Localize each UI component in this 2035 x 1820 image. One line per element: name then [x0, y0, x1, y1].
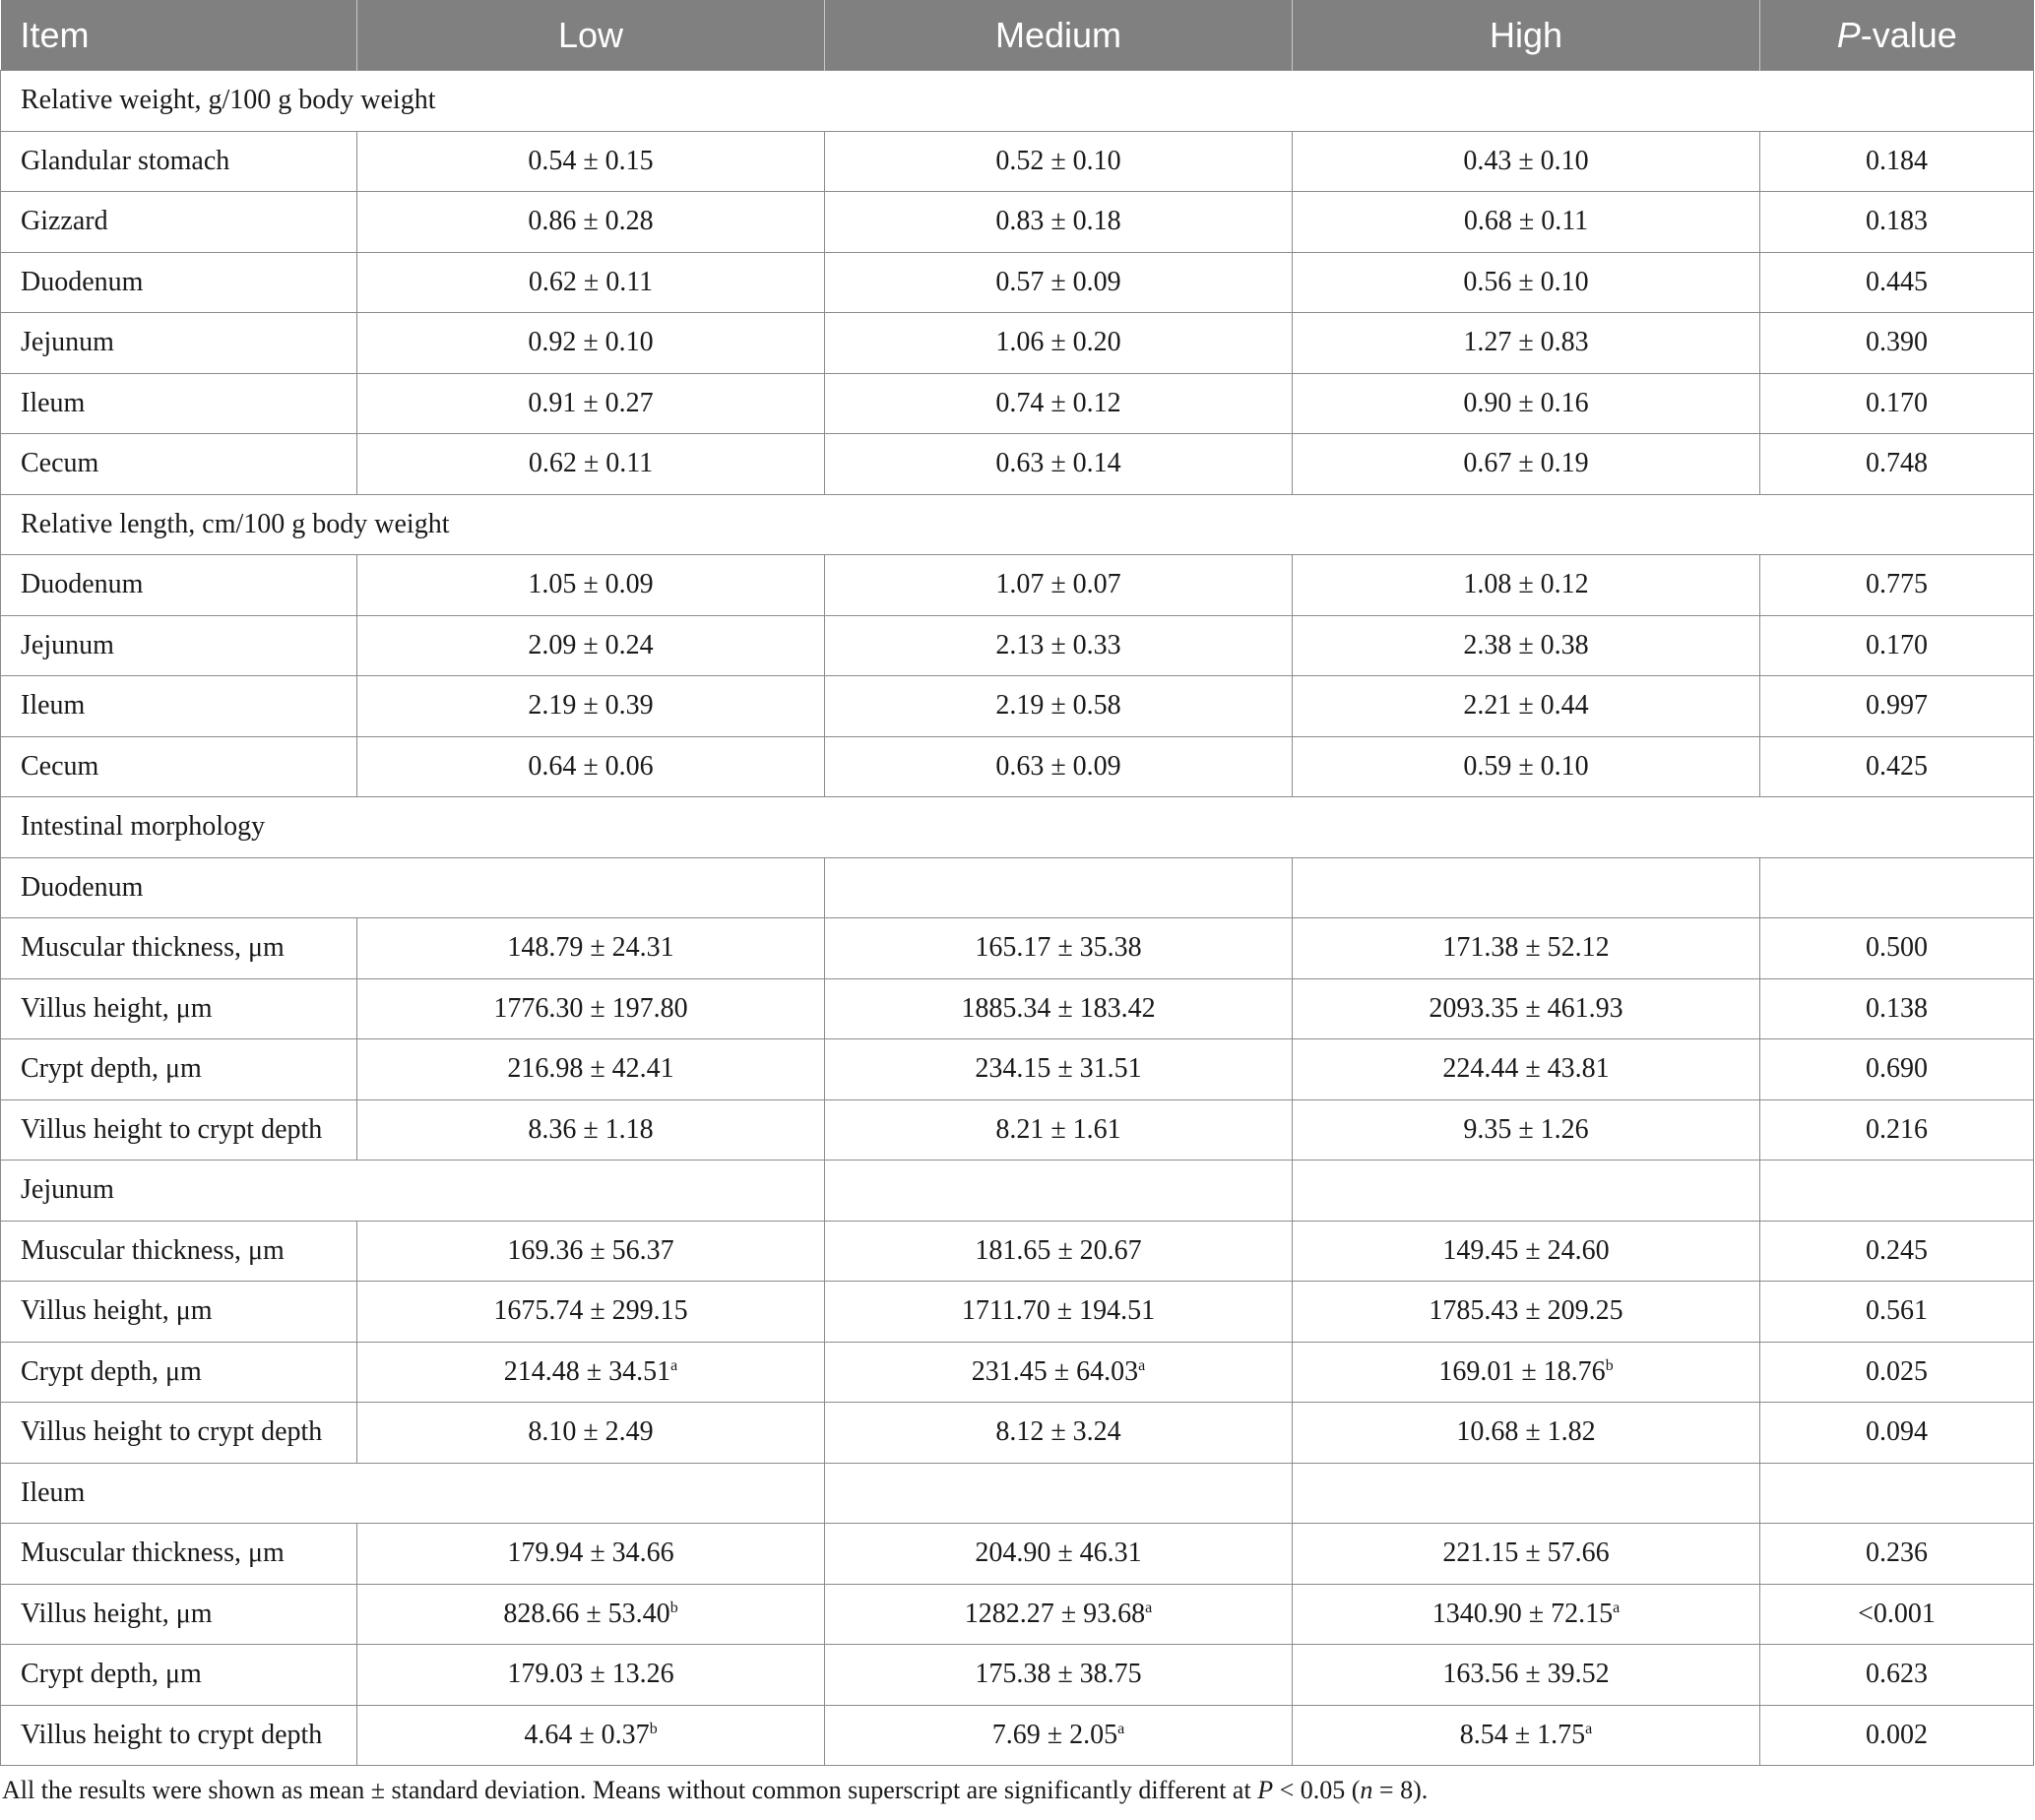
- cell-high: [1293, 373, 1760, 434]
- table-row: [1, 1524, 2034, 1585]
- row-label: Muscular thickness, μm: [1, 1524, 357, 1585]
- cell-p-value: 0.002: [1760, 1705, 2034, 1766]
- cell-medium: [825, 1342, 1293, 1403]
- cell-high: [1293, 313, 1760, 374]
- cell-value: 1885.34 ± 183.42: [961, 992, 1156, 1024]
- cell-medium: [825, 1099, 1293, 1161]
- cell-high: [1293, 1039, 1760, 1100]
- table-row: [1, 313, 2034, 374]
- row-label: Glandular stomach: [1, 131, 357, 192]
- cell-medium: [825, 978, 1293, 1039]
- table-row: [1, 131, 2034, 192]
- cell-value: 0.59 ± 0.10: [1463, 750, 1589, 782]
- cell-value: 0.92 ± 0.10: [528, 327, 654, 358]
- cell-value: 0.62 ± 0.11: [528, 266, 654, 297]
- empty-cell: [1760, 857, 2034, 918]
- superscript-letter: b: [1605, 1356, 1614, 1374]
- cell-low: [357, 1039, 825, 1100]
- cell-value: 0.54 ± 0.15: [528, 145, 654, 176]
- row-label: Muscular thickness, μm: [1, 1221, 357, 1282]
- row-label: Cecum: [1, 434, 357, 495]
- cell-value: 175.38 ± 38.75: [975, 1659, 1142, 1690]
- cell-low: [357, 1524, 825, 1585]
- cell-value: 1.27 ± 0.83: [1463, 327, 1589, 358]
- cell-value: 179.03 ± 13.26: [507, 1659, 674, 1690]
- footnote-p-italic: P: [1257, 1776, 1274, 1804]
- superscript-letter: a: [1138, 1356, 1146, 1374]
- row-label: Cecum: [1, 736, 357, 797]
- cell-medium: [825, 555, 1293, 616]
- cell-high: [1293, 1342, 1760, 1403]
- superscript-letter: a: [670, 1356, 678, 1374]
- cell-low: [357, 373, 825, 434]
- cell-medium: [825, 1282, 1293, 1343]
- cell-p-value: 0.236: [1760, 1524, 2034, 1585]
- cell-high: [1293, 555, 1760, 616]
- cell-value: 1.07 ± 0.07: [995, 569, 1121, 600]
- superscript-letter: b: [649, 1720, 658, 1737]
- cell-low: [357, 1221, 825, 1282]
- cell-value: 0.91 ± 0.27: [528, 387, 654, 418]
- row-label: Gizzard: [1, 192, 357, 253]
- superscript-letter: b: [669, 1599, 678, 1616]
- section-header-row: [1, 71, 2034, 132]
- cell-value: 2.09 ± 0.24: [528, 629, 654, 660]
- cell-value: 231.45 ± 64.03: [971, 1355, 1139, 1387]
- cell-value: 8.21 ± 1.61: [995, 1113, 1121, 1145]
- table-row: [1, 676, 2034, 737]
- cell-p-value: 0.690: [1760, 1039, 2034, 1100]
- row-label: Villus height to crypt depth: [1, 1403, 357, 1464]
- row-label: Crypt depth, μm: [1, 1645, 357, 1706]
- subgroup-title: Duodenum: [1, 857, 825, 918]
- cell-medium: [825, 1524, 1293, 1585]
- cell-value: 1776.30 ± 197.80: [493, 992, 688, 1024]
- table-row: [1, 1645, 2034, 1706]
- row-label: Crypt depth, μm: [1, 1039, 357, 1100]
- cell-value: 8.36 ± 1.18: [528, 1113, 654, 1145]
- cell-value: 148.79 ± 24.31: [507, 932, 674, 964]
- cell-low: [357, 676, 825, 737]
- cell-value: 1340.90 ± 72.15: [1431, 1598, 1614, 1629]
- table-row: [1, 252, 2034, 313]
- cell-medium: [825, 313, 1293, 374]
- cell-low: [357, 313, 825, 374]
- cell-value: 1.05 ± 0.09: [528, 569, 654, 600]
- cell-low: [357, 1282, 825, 1343]
- table-row: [1, 434, 2034, 495]
- table-row: [1, 555, 2034, 616]
- subgroup-title: Jejunum: [1, 1161, 825, 1222]
- cell-p-value: 0.390: [1760, 313, 2034, 374]
- cell-high: [1293, 978, 1760, 1039]
- superscript-letter: a: [1585, 1720, 1593, 1737]
- cell-value: 0.63 ± 0.14: [995, 448, 1121, 479]
- cell-value: 0.67 ± 0.19: [1463, 448, 1589, 479]
- cell-p-value: 0.138: [1760, 978, 2034, 1039]
- cell-value: 0.57 ± 0.09: [995, 266, 1121, 297]
- cell-value: 0.68 ± 0.11: [1463, 206, 1589, 237]
- cell-value: 0.64 ± 0.06: [528, 750, 654, 782]
- cell-p-value: 0.184: [1760, 131, 2034, 192]
- subgroup-header-row: [1, 1463, 2034, 1524]
- cell-value: 2093.35 ± 461.93: [1429, 992, 1623, 1024]
- subgroup-title: Ileum: [1, 1463, 825, 1524]
- cell-p-value: 0.425: [1760, 736, 2034, 797]
- cell-value: 0.90 ± 0.16: [1463, 387, 1589, 418]
- header-p-rest: -value: [1860, 14, 1957, 55]
- section-header-row: [1, 797, 2034, 858]
- cell-p-value: 0.170: [1760, 615, 2034, 676]
- cell-high: [1293, 192, 1760, 253]
- cell-value: 2.19 ± 0.58: [995, 690, 1121, 722]
- empty-cell: [1760, 1463, 2034, 1524]
- cell-value: 221.15 ± 57.66: [1442, 1538, 1610, 1569]
- cell-value: 1711.70 ± 194.51: [961, 1295, 1156, 1327]
- cell-p-value: 0.445: [1760, 252, 2034, 313]
- cell-high: [1293, 252, 1760, 313]
- cell-p-value: 0.775: [1760, 555, 2034, 616]
- header-low: Low: [357, 0, 825, 71]
- cell-high: [1293, 1645, 1760, 1706]
- cell-low: [357, 978, 825, 1039]
- cell-medium: [825, 1645, 1293, 1706]
- section-title: Relative weight, g/100 g body weight: [1, 71, 2034, 132]
- cell-high: [1293, 615, 1760, 676]
- cell-low: [357, 1645, 825, 1706]
- cell-high: [1293, 676, 1760, 737]
- cell-p-value: 0.623: [1760, 1645, 2034, 1706]
- row-label: Ileum: [1, 373, 357, 434]
- cell-value: 0.83 ± 0.18: [995, 206, 1121, 237]
- cell-p-value: 0.748: [1760, 434, 2034, 495]
- cell-high: [1293, 1403, 1760, 1464]
- empty-cell: [1293, 1161, 1760, 1222]
- superscript-letter: a: [1117, 1720, 1125, 1737]
- superscript-letter: a: [1145, 1599, 1153, 1616]
- header-p-italic: P: [1836, 14, 1861, 55]
- footnote-part3: = 8).: [1372, 1776, 1429, 1804]
- table-row: [1, 1403, 2034, 1464]
- cell-value: 163.56 ± 39.52: [1442, 1659, 1610, 1690]
- cell-p-value: <0.001: [1760, 1584, 2034, 1645]
- cell-p-value: 0.170: [1760, 373, 2034, 434]
- empty-cell: [1293, 1463, 1760, 1524]
- cell-medium: [825, 1403, 1293, 1464]
- table-row: [1, 1221, 2034, 1282]
- row-label: Villus height to crypt depth: [1, 1099, 357, 1161]
- section-title: Intestinal morphology: [1, 797, 2034, 858]
- cell-low: [357, 1342, 825, 1403]
- row-label: Crypt depth, μm: [1, 1342, 357, 1403]
- header-row: [1, 0, 2034, 71]
- empty-cell: [825, 1463, 1293, 1524]
- header-p-value: [1760, 0, 2034, 71]
- cell-value: 204.90 ± 46.31: [975, 1538, 1142, 1569]
- header-item: Item: [1, 0, 357, 71]
- cell-value: 828.66 ± 53.40: [503, 1598, 670, 1629]
- subgroup-header-row: [1, 857, 2034, 918]
- cell-value: 0.52 ± 0.10: [995, 145, 1121, 176]
- footnote-n-italic: n: [1360, 1776, 1373, 1804]
- cell-medium: [825, 1584, 1293, 1645]
- cell-value: 1.08 ± 0.12: [1463, 569, 1589, 600]
- row-label: Villus height, μm: [1, 1584, 357, 1645]
- cell-value: 169.36 ± 56.37: [507, 1234, 674, 1266]
- cell-p-value: 0.094: [1760, 1403, 2034, 1464]
- cell-p-value: 0.997: [1760, 676, 2034, 737]
- cell-high: [1293, 1524, 1760, 1585]
- cell-value: 8.12 ± 3.24: [995, 1416, 1121, 1448]
- cell-p-value: 0.500: [1760, 918, 2034, 979]
- cell-p-value: 0.245: [1760, 1221, 2034, 1282]
- table-body: [1, 71, 2034, 1766]
- section-title: Relative length, cm/100 g body weight: [1, 494, 2034, 555]
- cell-medium: [825, 373, 1293, 434]
- cell-value: 7.69 ± 2.05: [991, 1719, 1118, 1750]
- footnote: [2, 1776, 2035, 1805]
- table-row: [1, 1705, 2034, 1766]
- cell-high: [1293, 131, 1760, 192]
- table-row: [1, 1039, 2034, 1100]
- cell-low: [357, 131, 825, 192]
- cell-low: [357, 252, 825, 313]
- cell-high: [1293, 736, 1760, 797]
- cell-value: 8.10 ± 2.49: [528, 1416, 654, 1448]
- cell-high: [1293, 1705, 1760, 1766]
- cell-value: 216.98 ± 42.41: [507, 1053, 674, 1085]
- cell-low: [357, 736, 825, 797]
- cell-value: 2.13 ± 0.33: [995, 629, 1121, 660]
- cell-value: 214.48 ± 34.51: [503, 1355, 671, 1387]
- cell-value: 169.01 ± 18.76: [1438, 1355, 1606, 1387]
- cell-value: 1282.27 ± 93.68: [964, 1598, 1146, 1629]
- cell-medium: [825, 918, 1293, 979]
- row-label: Ileum: [1, 676, 357, 737]
- cell-value: 1675.74 ± 299.15: [493, 1295, 688, 1327]
- cell-medium: [825, 1705, 1293, 1766]
- table-row: [1, 736, 2034, 797]
- cell-p-value: 0.183: [1760, 192, 2034, 253]
- table-row: [1, 1282, 2034, 1343]
- cell-value: 2.38 ± 0.38: [1463, 629, 1589, 660]
- cell-low: [357, 555, 825, 616]
- cell-value: 4.64 ± 0.37: [524, 1719, 650, 1750]
- header-high: High: [1293, 0, 1760, 71]
- subgroup-header-row: [1, 1161, 2034, 1222]
- row-label: Jejunum: [1, 313, 357, 374]
- cell-high: [1293, 1584, 1760, 1645]
- superscript-letter: a: [1613, 1599, 1621, 1616]
- cell-medium: [825, 1221, 1293, 1282]
- cell-value: 149.45 ± 24.60: [1442, 1234, 1610, 1266]
- cell-medium: [825, 131, 1293, 192]
- row-label: Villus height to crypt depth: [1, 1705, 357, 1766]
- empty-cell: [1760, 1161, 2034, 1222]
- cell-value: 171.38 ± 52.12: [1442, 932, 1610, 964]
- cell-value: 179.94 ± 34.66: [507, 1538, 674, 1569]
- cell-value: 0.56 ± 0.10: [1463, 266, 1589, 297]
- cell-low: [357, 192, 825, 253]
- cell-medium: [825, 676, 1293, 737]
- section-header-row: [1, 494, 2034, 555]
- row-label: Duodenum: [1, 555, 357, 616]
- cell-p-value: 0.561: [1760, 1282, 2034, 1343]
- empty-cell: [825, 857, 1293, 918]
- cell-low: [357, 918, 825, 979]
- empty-cell: [825, 1161, 1293, 1222]
- cell-value: 0.62 ± 0.11: [528, 448, 654, 479]
- cell-medium: [825, 615, 1293, 676]
- cell-high: [1293, 1282, 1760, 1343]
- row-label: Villus height, μm: [1, 978, 357, 1039]
- row-label: Jejunum: [1, 615, 357, 676]
- cell-high: [1293, 1099, 1760, 1161]
- cell-high: [1293, 434, 1760, 495]
- cell-value: 0.63 ± 0.09: [995, 750, 1121, 782]
- cell-low: [357, 434, 825, 495]
- cell-medium: [825, 192, 1293, 253]
- cell-value: 165.17 ± 35.38: [975, 932, 1142, 964]
- cell-low: [357, 1403, 825, 1464]
- cell-value: 2.21 ± 0.44: [1463, 690, 1589, 722]
- cell-value: 9.35 ± 1.26: [1463, 1113, 1589, 1145]
- row-label: Muscular thickness, μm: [1, 918, 357, 979]
- cell-value: 1785.43 ± 209.25: [1429, 1295, 1623, 1327]
- cell-low: [357, 615, 825, 676]
- cell-value: 0.74 ± 0.12: [995, 387, 1121, 418]
- row-label: Duodenum: [1, 252, 357, 313]
- table-row: [1, 373, 2034, 434]
- cell-value: 1.06 ± 0.20: [995, 327, 1121, 358]
- cell-value: 234.15 ± 31.51: [975, 1053, 1142, 1085]
- footnote-part2: < 0.05 (: [1273, 1776, 1361, 1804]
- cell-value: 0.43 ± 0.10: [1463, 145, 1589, 176]
- row-label: Villus height, μm: [1, 1282, 357, 1343]
- cell-low: [357, 1099, 825, 1161]
- cell-medium: [825, 1039, 1293, 1100]
- cell-value: 8.54 ± 1.75: [1459, 1719, 1586, 1750]
- cell-low: [357, 1584, 825, 1645]
- table-row: [1, 918, 2034, 979]
- table-row: [1, 1342, 2034, 1403]
- header-medium: Medium: [825, 0, 1293, 71]
- cell-high: [1293, 1221, 1760, 1282]
- cell-low: [357, 1705, 825, 1766]
- cell-medium: [825, 252, 1293, 313]
- table-row: [1, 978, 2034, 1039]
- cell-medium: [825, 434, 1293, 495]
- cell-value: 0.86 ± 0.28: [528, 206, 654, 237]
- table-row: [1, 1584, 2034, 1645]
- footnote-part1: All the results were shown as mean ± standard deviation. Means without common superscript are significantly different at: [2, 1776, 1258, 1804]
- cell-value: 224.44 ± 43.81: [1442, 1053, 1610, 1085]
- table-row: [1, 192, 2034, 253]
- cell-value: 2.19 ± 0.39: [528, 690, 654, 722]
- cell-medium: [825, 736, 1293, 797]
- cell-value: 181.65 ± 20.67: [975, 1234, 1142, 1266]
- cell-high: [1293, 918, 1760, 979]
- table-row: [1, 1099, 2034, 1161]
- cell-p-value: 0.216: [1760, 1099, 2034, 1161]
- empty-cell: [1293, 857, 1760, 918]
- cell-value: 10.68 ± 1.82: [1456, 1416, 1596, 1448]
- table-row: [1, 615, 2034, 676]
- cell-p-value: 0.025: [1760, 1342, 2034, 1403]
